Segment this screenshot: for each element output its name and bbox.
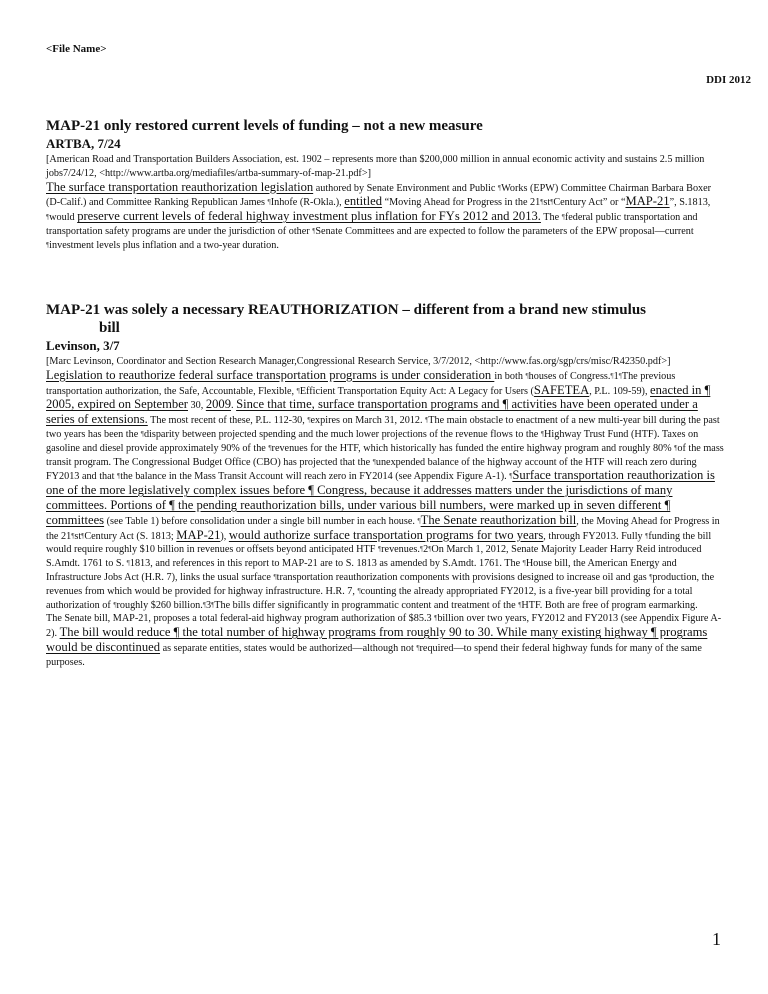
small-text: HTF. Both are free of program earmarking. [521,599,698,611]
paragraph-mark-icon: ¶ [267,198,271,207]
paragraph-mark-icon: ¶ [434,614,438,623]
card-tag: MAP-21 only restored current levels of funding – not a new measure [46,118,483,134]
small-text: The previous transportation authorization, the Safe, Accountable, Flexible, [46,370,676,397]
small-text: billion over two years, FY2012 and FY2013 (see Appendix Figure A-2). [46,613,722,640]
small-text: The [540,212,562,224]
small-text: st [74,530,82,542]
underlined-text: SAFETEA [533,382,590,397]
small-text: investment levels plus inflation and a two-year duration. [49,239,279,251]
underlined-text: entitled [344,194,383,209]
paragraph-mark-icon: ¶ [140,429,144,438]
underlined-text: The Senate reauthorization bill [420,512,577,527]
card-cite: Levinson, 3/7 [46,338,120,353]
paragraph-mark-icon: ¶ [113,600,117,609]
file-name-header: <File Name> [46,43,107,55]
small-text: Century Act” or “ [553,197,626,209]
small-text: houses of Congress. [528,370,611,382]
small-text: st [543,197,551,209]
paragraph-mark-icon: ¶ [126,559,130,568]
small-text: “Moving Ahead for Progress in the 21 [382,197,541,209]
small-text: the balance in the Mass Transit Account will reach zero in FY2014 (see Appendix Figure A-1). [120,471,510,483]
small-text: , the Moving Ahead for Progress in the 21 [46,515,720,542]
paragraph-mark-icon: ¶ [417,516,421,525]
small-text: revenues. [381,544,420,556]
small-text: ), [220,530,229,542]
small-text: . [231,400,237,412]
small-text: Efficient Transportation Equity Act: A Legacy for Users ( [299,385,534,397]
small-text: Century Act (S. 1813; [84,530,177,542]
underlined-text: enacted in ¶ 2005, expired on September [46,382,711,412]
card-body-paragraph-2 [46,612,726,669]
small-text: of the mass transit program. The Congressional Budget Office (CBO) has projected that the [46,442,724,468]
paragraph-mark-icon: ¶ [425,416,429,425]
paragraph-mark-icon: ¶ [419,545,424,554]
small-text: 3 [205,599,212,611]
cite-description: [Marc Levinson, Coordinator and Section Research Manager,Congressional Research Service, 3/7/2012, <http://www.fas.org/sgp/crs/misc/R42350.pdf>] [46,356,671,367]
underlined-text: 2009 [205,397,232,412]
paragraph-mark-icon: ¶ [522,559,526,568]
paragraph-mark-icon: ¶ [540,198,544,207]
small-text: would [49,212,78,224]
small-text: 30, [188,400,206,412]
paragraph-mark-icon: ¶ [610,371,614,380]
small-text: required—to spend their federal highway funds for many of the same purposes. [46,642,702,668]
paragraph-mark-icon: ¶ [81,531,85,540]
small-text: authored by Senate Environment and Public [313,182,498,194]
paragraph-mark-icon: ¶ [312,226,316,235]
paragraph-mark-icon: ¶ [211,600,215,609]
cite-description: [American Road and Transportation Builders Association, est. 1902 – represents more than $200,000 million in annual economic activity and sustains 2.5 million jobs7/24/12, <http://www.artba.org/mediafiles/artba-summary-of-map-21.pdf>] [46,154,705,179]
small-text: Works (EPW) Committee Chairman Barbara Boxer (D-Calif.) and Committee Ranking Republican James [46,182,712,209]
small-text: The main obstacle to enactment of a new multi-year bill during the past two years has been the [46,415,720,440]
underlined-text: Since that time, surface transportation programs and ¶ activities have been operated under a series of extensions. [46,397,698,427]
paragraph-mark-icon: ¶ [497,183,502,192]
paragraph-mark-icon: ¶ [307,416,311,425]
paragraph-mark-icon: ¶ [268,443,272,452]
paragraph-mark-icon: ¶ [509,472,513,481]
small-text: counting the already appropriated FY2012, is a five-year bill providing for a total authorization of [46,585,693,611]
small-text: funding the bill would require roughly $10 billion in revenues or offsets beyond anticipated HTF [46,530,712,556]
small-text: disparity between projected spending and the much lower projections of the revenue flows to the [143,428,541,440]
card-tag-line-1: MAP-21 was solely a necessary REAUTHORIZATION – different from a brand new stimulus [46,302,646,318]
small-text: Highway Trust Fund (HTF). Taxes on gasoline and diesel provide approximately 90% of the [46,428,699,454]
underlined-text: MAP-21 [625,194,670,209]
small-text: 1 [613,370,619,382]
evidence-card-1 [46,117,726,253]
underlined-text: Legislation to reauthorize federal surface transportation programs is under consideration [46,367,495,382]
ddi-header: DDI 2012 [706,74,751,86]
small-text: , through FY2013. Fully [543,530,646,542]
small-text: roughly $260 billion. [116,599,203,611]
underlined-text: would authorize surface transportation programs for two years [228,527,544,542]
card-tag [46,301,726,337]
paragraph-mark-icon: ¶ [525,371,529,380]
small-text: (see Table 1) before consolidation under a single bill number in each house. [104,515,418,527]
small-text: The bills differ significantly in programmatic content and treatment of the [214,599,519,611]
small-text: The Senate bill, MAP-21, proposes a total federal-aid highway program authorization of $85.3 [46,613,435,625]
paragraph-mark-icon: ¶ [550,198,554,207]
paragraph-mark-icon: ¶ [428,545,432,554]
paragraph-mark-icon: ¶ [416,643,420,652]
small-text: unexpended balance of the highway account of the HTF will reach zero during FY2013 and that [46,456,697,483]
paragraph-mark-icon: ¶ [46,240,50,249]
small-text: in both [494,370,526,382]
paragraph-mark-icon: ¶ [618,371,622,380]
paragraph-mark-icon: ¶ [377,545,382,554]
paragraph-mark-icon: ¶ [46,213,50,222]
small-text: Senate Committees and are expected to follow the parameters of the EPW proposal—current [315,225,694,237]
small-text: federal public transportation and transportation safety programs are under the jurisdiction of other [46,212,698,237]
small-text: On March 1, 2012, Senate Majority Leader Harry Reid introduced S.Amdt. 1761 to S. [46,544,702,570]
underlined-text: The bill would reduce ¶ the total number of highway programs from roughly 90 to 30. While many existing highway ¶ programs would be discontinued [46,625,708,654]
card-cite: ARTBA, 7/24 [46,136,121,151]
small-text: , P.L. 109-59), [589,385,651,397]
card-body [46,181,726,253]
paragraph-mark-icon: ¶ [518,600,522,609]
small-text: Inhofe (R-Okla.), [270,197,345,209]
paragraph-mark-icon: ¶ [296,386,300,395]
paragraph-mark-icon: ¶ [117,472,121,481]
paragraph-mark-icon: ¶ [645,531,649,540]
small-text: revenues for the HTF, which historically has funded the entire highway program and roughly 80% [271,442,675,454]
paragraph-mark-icon: ¶ [540,429,545,438]
underlined-text: MAP-21 [176,527,221,542]
evidence-card-2 [46,301,726,670]
small-text: House bill, the American Energy and Infrastructure Jobs Act (H.R. 7), links the usual surface [46,558,677,583]
small-text: 2 [423,544,429,556]
card-body-paragraph-1 [46,369,726,613]
page-number: 1 [712,929,721,949]
paragraph-mark-icon: ¶ [273,572,277,581]
small-text: ”, S.1813, [669,197,711,209]
small-text: transportation reauthorization components with provisions designed to increase oil and gas [276,571,650,583]
small-text: expires on March 31, 2012. [310,415,426,427]
paragraph-mark-icon: ¶ [372,457,376,466]
small-text: The most recent of these, P.L. 112-30, [147,415,308,427]
paragraph-mark-icon: ¶ [71,531,75,540]
paragraph-mark-icon: ¶ [357,586,361,595]
underlined-text: preserve current levels of federal highway investment plus inflation for FYs 2012 and 2013. [77,209,541,224]
small-text: 1813, and references in this report to MAP-21 are to S. 1813 as amended by S.Amdt. 1761. The [129,558,523,570]
paragraph-mark-icon: ¶ [649,572,653,581]
small-text: production, the revenues from which would be provided for highway infrastructure. H.R. 7, [46,571,715,597]
card-tag-line-2: bill [99,320,120,336]
underlined-text: The surface transportation reauthorization legislation [46,179,314,194]
small-text: as separate entities, states would be authorized—although not [160,642,417,654]
paragraph-mark-icon: ¶ [202,600,206,609]
underlined-text: Surface transportation reauthorization is one of the more legislatively complex issues before ¶ Congress, because it addresses matters under the jurisdictions of many committees. Portions of ¶ the pending reauthorization bills, under various bill numbers, were marked up in seven different ¶ committees [46,468,715,527]
paragraph-mark-icon: ¶ [674,443,678,452]
paragraph-mark-icon: ¶ [561,213,565,222]
